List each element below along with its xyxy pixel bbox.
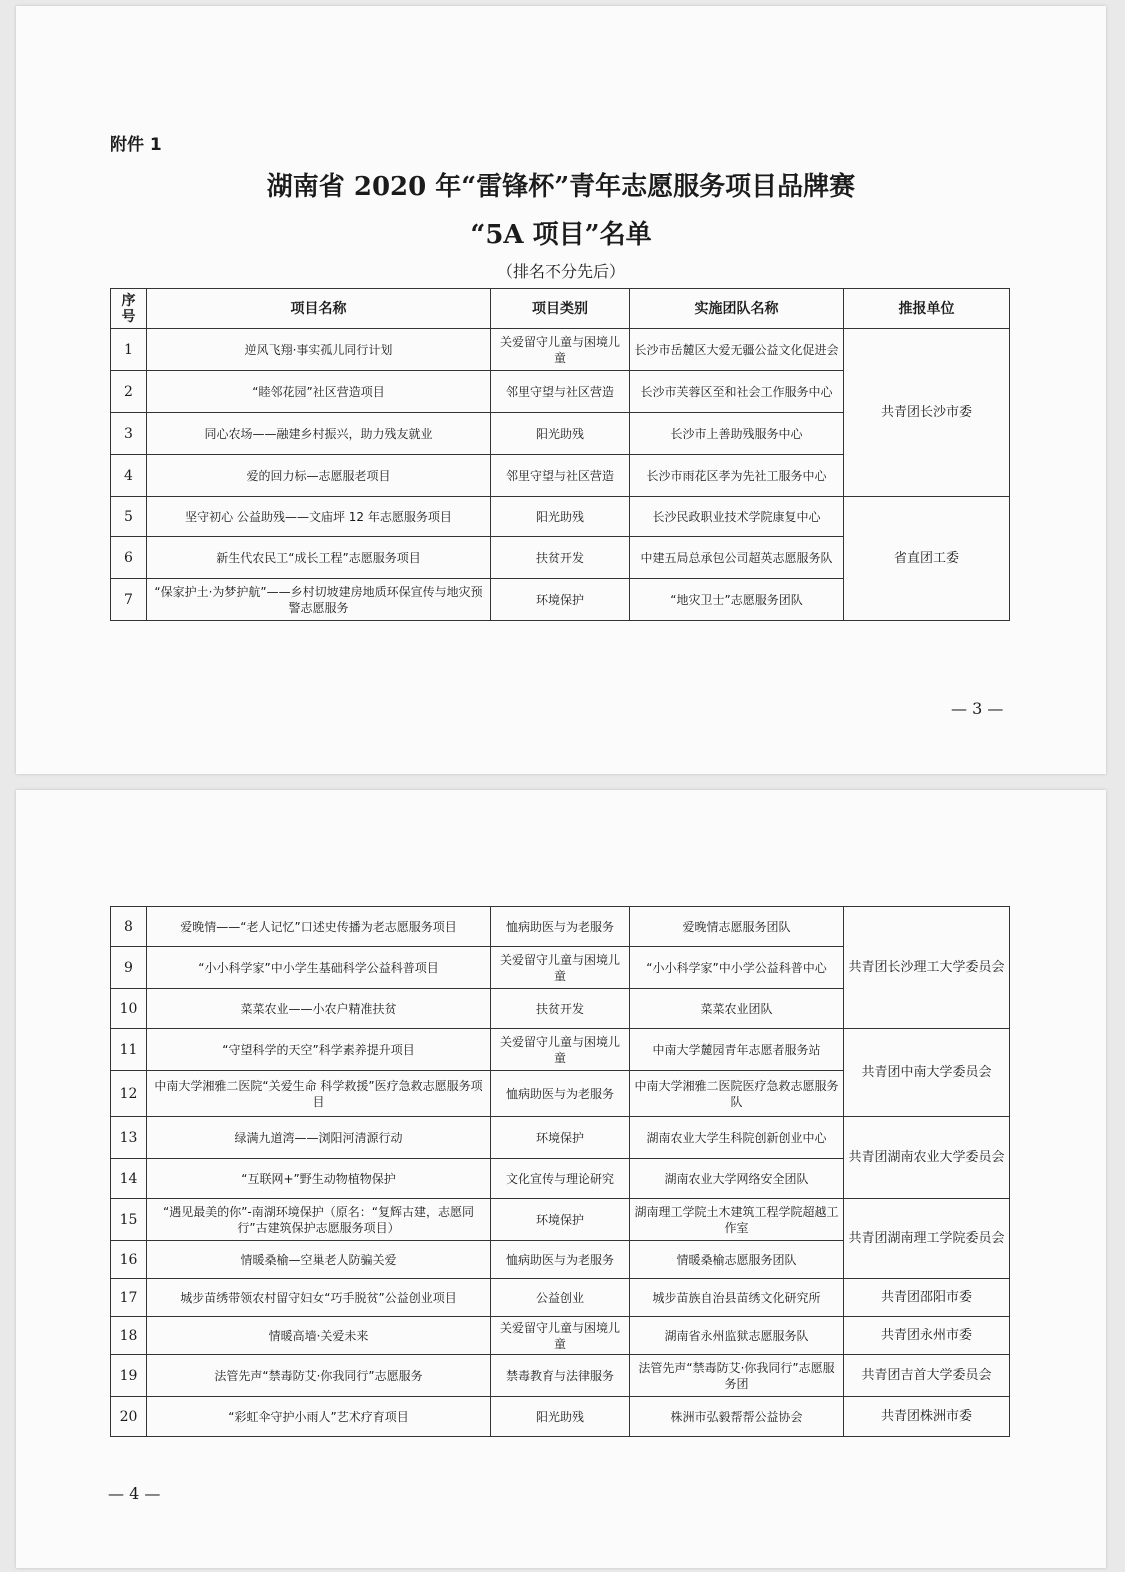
row-project-name: “睦邻花园”社区营造项目: [147, 371, 491, 413]
row-no: 20: [111, 1397, 147, 1437]
row-no: 8: [111, 907, 147, 947]
row-category: 邻里守望与社区营造: [491, 371, 630, 413]
row-no: 11: [111, 1029, 147, 1071]
page-number: — 3 —: [951, 699, 1004, 718]
row-category: 恤病助医与为老服务: [491, 907, 630, 947]
header-no: 序号: [111, 289, 147, 329]
row-no: 4: [111, 455, 147, 497]
row-no: 13: [111, 1117, 147, 1159]
document-page-3: [16, 6, 1106, 774]
table-row: [111, 1029, 1010, 1071]
row-category: 关爱留守儿童与困境儿童: [491, 1317, 630, 1355]
table-row: [111, 907, 1010, 947]
row-no: 15: [111, 1199, 147, 1241]
row-project-name: 爱晚情——“老人记忆”口述史传播为老志愿服务项目: [147, 907, 491, 947]
row-project-name: 情暖高墙·关爱未来: [147, 1317, 491, 1355]
row-project-name: 中南大学湘雅二医院“关爱生命 科学救援”医疗急救志愿服务项目: [147, 1071, 491, 1117]
row-no: 1: [111, 329, 147, 371]
row-project-name: 绿满九道湾——浏阳河清源行动: [147, 1117, 491, 1159]
row-team: 湖南农业大学生科院创新创业中心: [630, 1117, 844, 1159]
row-org: 共青团中南大学委员会: [844, 1029, 1010, 1117]
row-org: 共青团湖南理工学院委员会: [844, 1199, 1010, 1279]
row-team: 株洲市弘毅帮帮公益协会: [630, 1397, 844, 1437]
table-row: [111, 1199, 1010, 1241]
row-org: 共青团吉首大学委员会: [844, 1355, 1010, 1397]
row-category: 恤病助医与为老服务: [491, 1241, 630, 1279]
row-no: 12: [111, 1071, 147, 1117]
row-project-name: “彩虹伞守护小雨人”艺术疗育项目: [147, 1397, 491, 1437]
row-team: 法管先声“禁毒防艾·你我同行”志愿服务团: [630, 1355, 844, 1397]
table-row: [111, 497, 1010, 537]
project-table-part-1: [110, 288, 1010, 621]
row-category: 环境保护: [491, 579, 630, 621]
header-team: 实施团队名称: [630, 289, 844, 329]
row-team: 长沙市上善助残服务中心: [630, 413, 844, 455]
row-team: 湖南理工学院土木建筑工程学院超越工作室: [630, 1199, 844, 1241]
row-team: 爱晚情志愿服务团队: [630, 907, 844, 947]
table-row: [111, 1317, 1010, 1355]
row-project-name: “保家护土·为梦护航”——乡村切坡建房地质环保宣传与地灾预警志愿服务: [147, 579, 491, 621]
row-org: 共青团永州市委: [844, 1317, 1010, 1355]
row-category: 公益创业: [491, 1279, 630, 1317]
document-title-line-1: 湖南省 2020 年“雷锋杯”青年志愿服务项目品牌赛: [266, 172, 856, 202]
row-org: 共青团邵阳市委: [844, 1279, 1010, 1317]
row-project-name: “遇见最美的你”-南湖环境保护（原名：“复辉古建，志愿同行”古建筑保护志愿服务项目）: [147, 1199, 491, 1241]
row-no: 17: [111, 1279, 147, 1317]
row-org: 共青团湖南农业大学委员会: [844, 1117, 1010, 1199]
table-row: [111, 329, 1010, 371]
row-team: 长沙民政职业技术学院康复中心: [630, 497, 844, 537]
row-project-name: 城步苗绣带领农村留守妇女“巧手脱贫”公益创业项目: [147, 1279, 491, 1317]
table-row: [111, 1355, 1010, 1397]
row-category: 恤病助医与为老服务: [491, 1071, 630, 1117]
row-category: 邻里守望与社区营造: [491, 455, 630, 497]
row-project-name: 情暖桑榆—空巢老人防骗关爱: [147, 1241, 491, 1279]
header-category: 项目类别: [491, 289, 630, 329]
row-project-name: 法管先声“禁毒防艾·你我同行”志愿服务: [147, 1355, 491, 1397]
row-category: 阳光助残: [491, 1397, 630, 1437]
row-team: 湖南农业大学网络安全团队: [630, 1159, 844, 1199]
table-row: [111, 1279, 1010, 1317]
project-table-part-2: [110, 906, 1010, 1437]
row-category: 扶贫开发: [491, 537, 630, 579]
document-title-line-2: “5A 项目”名单: [470, 220, 652, 250]
row-category: 文化宣传与理论研究: [491, 1159, 630, 1199]
table-row: [111, 1117, 1010, 1159]
row-category: 关爱留守儿童与困境儿童: [491, 1029, 630, 1071]
row-no: 5: [111, 497, 147, 537]
ranking-note: （排名不分先后）: [496, 262, 625, 281]
row-project-name: “互联网+”野生动物植物保护: [147, 1159, 491, 1199]
row-category: 扶贫开发: [491, 989, 630, 1029]
row-project-name: 坚守初心 公益助残——文庙坪 12 年志愿服务项目: [147, 497, 491, 537]
row-team: 中南大学湘雅二医院医疗急救志愿服务队: [630, 1071, 844, 1117]
row-org: 共青团长沙市委: [844, 329, 1010, 497]
table-row: [111, 1397, 1010, 1437]
row-team: 菜菜农业团队: [630, 989, 844, 1029]
row-category: 禁毒教育与法律服务: [491, 1355, 630, 1397]
row-project-name: 菜菜农业——小农户精准扶贫: [147, 989, 491, 1029]
row-project-name: “守望科学的天空”科学素养提升项目: [147, 1029, 491, 1071]
row-project-name: 爱的回力标—志愿服老项目: [147, 455, 491, 497]
row-no: 19: [111, 1355, 147, 1397]
row-category: 关爱留守儿童与困境儿童: [491, 947, 630, 989]
row-category: 阳光助残: [491, 413, 630, 455]
row-team: “地灾卫士”志愿服务团队: [630, 579, 844, 621]
row-no: 7: [111, 579, 147, 621]
row-team: 情暖桑榆志愿服务团队: [630, 1241, 844, 1279]
row-no: 6: [111, 537, 147, 579]
row-no: 9: [111, 947, 147, 989]
row-team: 城步苗族自治县苗绣文化研究所: [630, 1279, 844, 1317]
row-org: 省直团工委: [844, 497, 1010, 621]
table-header-row: [111, 289, 1010, 329]
row-category: 阳光助残: [491, 497, 630, 537]
row-no: 3: [111, 413, 147, 455]
row-category: 关爱留守儿童与困境儿童: [491, 329, 630, 371]
row-org: 共青团株洲市委: [844, 1397, 1010, 1437]
row-no: 2: [111, 371, 147, 413]
row-team: 长沙市芙蓉区至和社会工作服务中心: [630, 371, 844, 413]
row-project-name: 同心农场——融建乡村振兴，助力残友就业: [147, 413, 491, 455]
row-org: 共青团长沙理工大学委员会: [844, 907, 1010, 1029]
row-project-name: 逆风飞翔·事实孤儿同行计划: [147, 329, 491, 371]
row-team: 中建五局总承包公司超英志愿服务队: [630, 537, 844, 579]
row-no: 16: [111, 1241, 147, 1279]
row-no: 14: [111, 1159, 147, 1199]
header-project-name: 项目名称: [147, 289, 491, 329]
attachment-label: 附件 1: [110, 135, 162, 155]
page-number: — 4 —: [108, 1484, 161, 1503]
row-category: 环境保护: [491, 1199, 630, 1241]
row-team: “小小科学家”中小学公益科普中心: [630, 947, 844, 989]
row-no: 10: [111, 989, 147, 1029]
row-no: 18: [111, 1317, 147, 1355]
row-category: 环境保护: [491, 1117, 630, 1159]
row-project-name: “小小科学家”中小学生基础科学公益科普项目: [147, 947, 491, 989]
header-org: 推报单位: [844, 289, 1010, 329]
row-team: 长沙市雨花区孝为先社工服务中心: [630, 455, 844, 497]
document-page-4: [16, 790, 1106, 1568]
row-team: 湖南省永州监狱志愿服务队: [630, 1317, 844, 1355]
row-project-name: 新生代农民工“成长工程”志愿服务项目: [147, 537, 491, 579]
row-team: 长沙市岳麓区大爱无疆公益文化促进会: [630, 329, 844, 371]
row-team: 中南大学麓园青年志愿者服务站: [630, 1029, 844, 1071]
